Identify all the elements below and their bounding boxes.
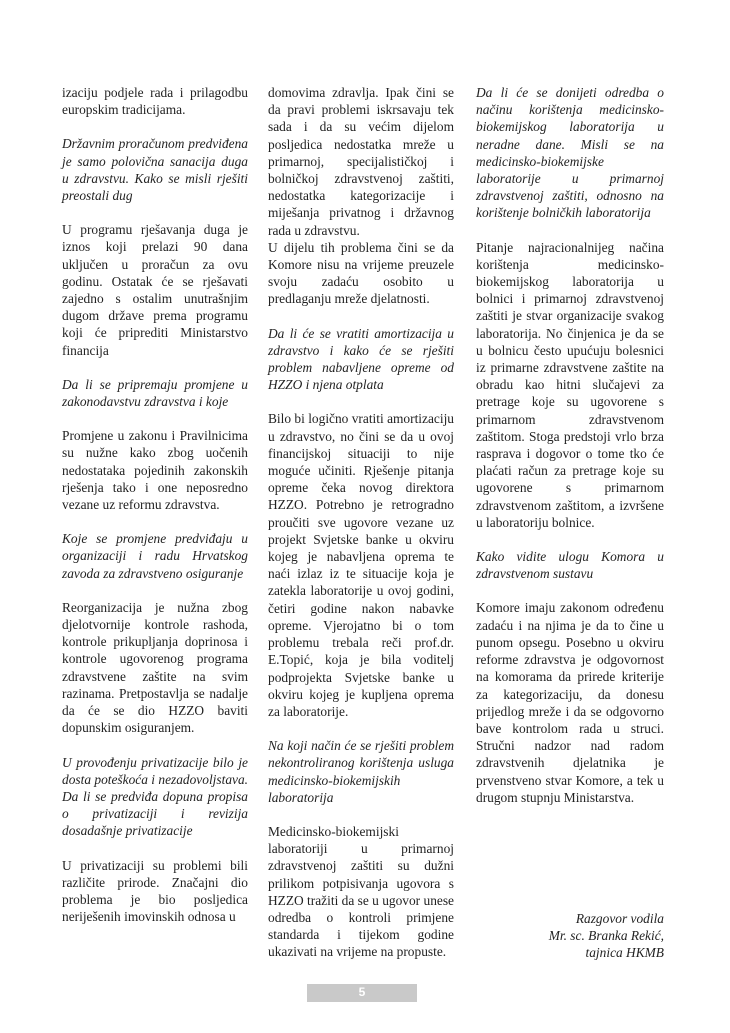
interview-question: Na koji način će se rješiti problem nekontroliranog korištenja usluga medicinsko-biokemijskih laboratorija	[268, 738, 454, 805]
interview-signature	[476, 910, 664, 962]
paragraph: U dijelu tih problema čini se da Komore nisu na vrijeme preuzele svoju zadaću osobito u predlaganju mreže djelatnosti.	[268, 239, 454, 307]
interview-question: Koje se promjene predviđaju u organizaciji i radu Hrvatskog zavoda za zdravstveno osiguranje	[62, 531, 248, 581]
paragraph: U privatizaciji su problemi bili različite prirode. Značajni dio problema je bio posljedica neriješenih imovinskih odnosa u	[62, 857, 248, 925]
paragraph: Komore imaju zakonom određenu zadaću i na njima je da to čine u punom opsegu. Posebno u okviru reforme zdravstva je odgovornost na komorama da prirede kriterije za kategorizaciju, da donesu prijedlog mreže i da se odgovorno bave kontrolom rada u struci. Stručni nadzor nad radom zdravstvenih djelatnika je prvenstveno stvar Komore, a tek u drugom stupnju Ministarstva.	[476, 600, 664, 805]
paragraph: domovima zdravlja. Ipak čini se da pravi problemi iskrsavaju tek sada i da su većim dijelom posljedica nedostatka mreže u primarnoj, specijalističkoj i bolničkoj zdravstvenoj zaštiti, nedostatka kategorizacije i miješanja privatnog i državnog rada u zdravstvu.	[268, 85, 454, 238]
column-2	[268, 84, 454, 961]
page-number-bar	[307, 984, 417, 1002]
paragraph: Pitanje najracionalnijeg načina korištenja medicinsko-biokemijskog laboratorija u bolnici i primarnoj zdravstvenoj zaštiti je stvar organizacije svakog laboratorija. No činjenica je da se u bolnicu često upućuju bolesnici iz primarne zdravstvene zaštite na obradu kao hitni slučajevi za pretrage koje su ugovorene s primarnom zdravstvenom zaštitom. Stoga predstoji vrlo brza rasprava i dogovor o tome tko će plaćati račun za pretrage koje su ugovorene s primarnom zdravstvenom zaštitom, a izvršene u laboratoriju bolnice.	[476, 239, 664, 530]
column-3	[476, 84, 664, 806]
paragraph: Medicinsko-biokemijski laboratoriji u primarnoj zdravstvenoj zaštiti su dužni prilikom potpisivanja ugovora s HZZO tražiti da se u ugovor unese odredba o kontroli primjene standarda i tijekom godine ukazivati na vrijeme na propuste.	[268, 823, 454, 960]
signature-role: tajnica HKMB	[585, 945, 664, 961]
paragraph: Promjene u zakonu i Pravilnicima su nužne kako zbog uočenih nedostataka pojedinih zakonskih rješenja tako i one neposredno vezane uz reformu zdravstva.	[62, 428, 248, 513]
interview-question: Da li se pripremaju promjene u zakonodavstvu zdravstva i koje	[62, 376, 248, 410]
column-1	[62, 84, 248, 925]
paragraph: U programu rješavanja duga je iznos koji prelazi 90 dana uključen u proračun za ovu godinu. Ostatak će se rješavati zajedno s ostalim unutrašnjim dugom države prema programu koji će priprediti Ministarstvo financija	[62, 222, 248, 358]
page-number: 5	[358, 985, 366, 999]
paragraph: Reorganizacija je nužna zbog djelotvornije kontrole rashoda, kontrole prikupljanja doprinosa i kontrole ugovorenog programa zdravstvene zaštite na svim razinama. Pretpostavlja se nadalje da će se dio HZZO baviti dopunskim osiguranjem.	[62, 599, 248, 736]
signature-author: Mr. sc. Branka Rekić,	[548, 928, 664, 944]
interview-question: Kako vidite ulogu Komora u zdravstvenom sustavu	[476, 549, 664, 582]
paragraph: izaciju podjele rada i prilagodbu europskim tradicijama.	[62, 85, 248, 118]
interview-question: Državnim proračunom predviđena je samo polovična sanacija duga u zdravstvu. Kako se misli rješiti preostali dug	[62, 136, 248, 204]
interview-question: Da li će se donijeti odredba o načinu korištenja medicinsko-biokemijskog laboratorija u neradne dane. Misli se na medicinsko-biokemijske laboratorije u primarnoj zdravstvenoj zaštiti, odnosno na korištenje bolničkih laboratorija	[476, 85, 664, 221]
interview-question: Da li će se vratiti amortizacija u zdravstvo i kako će se rješiti problem nabavljene opreme od HZZO i njena otplata	[268, 325, 454, 393]
signature-line: Razgovor vodila	[575, 911, 664, 926]
paragraph: Bilo bi logično vratiti amortizaciju u zdravstvo, no čini se da u ovoj financijskoj situaciji to nije moguće učiniti. Rješenje pitanja opreme čeka novog direktora HZZO. Potrebno je retrogradno proučiti sve ugovore vezane uz projekt Svjetske banke u okviru kojeg je nabavljena oprema te naći izlaz iz te situacije koja je zatekla laboratorije u ovoj godini, četiri godine nakon nabavke opreme. Vjerojatno bi o tom problemu trebala reči prof.dr. E.Topić, koja je bila voditelj podprojekta Svjetske banke u okviru kojeg je kupljena oprema za laboratorije.	[268, 411, 454, 719]
interview-question: U provođenju privatizacije bilo je dosta poteškoća i nezadovoljstava. Da li se predviđa dopuna propisa o privatizaciji i revizija dosadašnje privatizacije	[62, 754, 248, 839]
